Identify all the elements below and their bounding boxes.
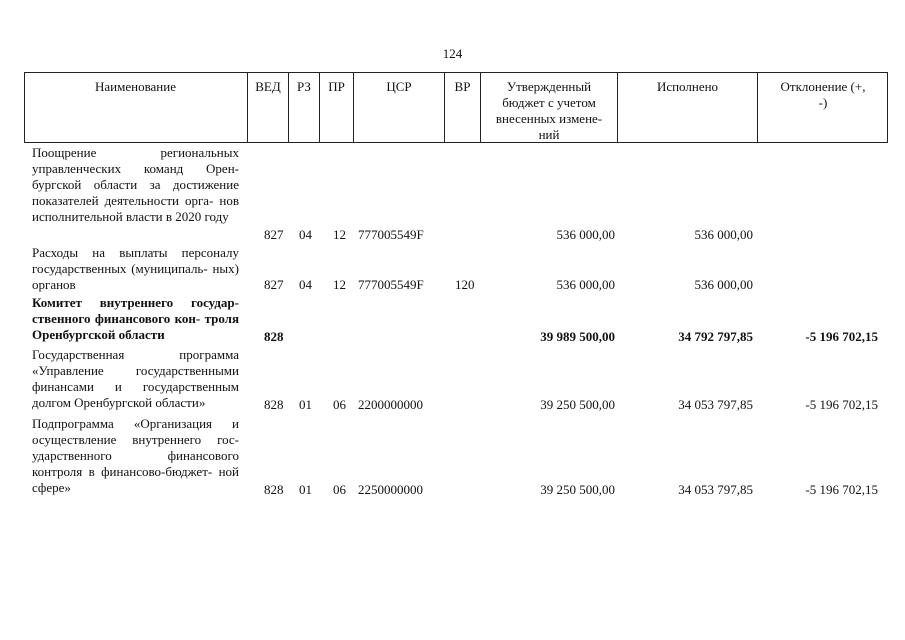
table-row	[0, 416, 905, 506]
row-pr: 12	[333, 277, 346, 292]
row-name: Комитет внутреннего государ- ственного финансового кон- троля Оренбургской области	[32, 295, 239, 342]
row-pr: 06	[333, 482, 346, 497]
row-pr: 12	[333, 227, 346, 242]
row-deviation: -5 196 702,15	[805, 329, 878, 344]
table-row	[0, 295, 905, 347]
row-approved: 39 250 500,00	[540, 397, 615, 412]
header-ved: ВЕД	[255, 79, 281, 94]
row-executed: 536 000,00	[694, 277, 753, 292]
row-approved: 536 000,00	[556, 227, 615, 242]
row-vr: 120	[455, 277, 475, 292]
row-ved: 827	[264, 227, 284, 242]
row-rz: 04	[299, 277, 312, 292]
row-approved: 536 000,00	[556, 277, 615, 292]
row-name: Расходы на выплаты персоналу государственных (муниципаль- ных) органов	[32, 245, 239, 292]
header-vr: ВР	[454, 79, 471, 94]
row-rz: 01	[299, 397, 312, 412]
header-rz: РЗ	[297, 79, 311, 94]
row-ved: 828	[264, 329, 284, 344]
table-header	[24, 72, 888, 144]
row-name: Поощрение региональных управленческих команд Орен- бургской области за достижение показателей деятельности орга- нов исполнительной власти в 2020 году	[32, 145, 239, 224]
table-row	[0, 245, 905, 295]
header-csr: ЦСР	[386, 79, 412, 94]
row-approved: 39 989 500,00	[540, 329, 615, 344]
row-executed: 34 792 797,85	[678, 329, 753, 344]
row-name: Подпрограмма «Организация и осуществление внутреннего гос- ударственного финансового контроля в финансово-бюджет- ной сфере»	[32, 416, 239, 495]
row-pr: 06	[333, 397, 346, 412]
row-csr: 777005549F	[358, 227, 424, 242]
header-executed: Исполнено	[656, 79, 719, 94]
row-csr: 2250000000	[358, 482, 423, 497]
header-name: Наименование	[95, 79, 176, 94]
page-number: 124	[442, 46, 463, 61]
table-row	[0, 347, 905, 417]
row-deviation: -5 196 702,15	[805, 397, 878, 412]
header-approved: Утвержденный бюджет с учетом внесенных измене- ний	[495, 79, 603, 142]
row-executed: 34 053 797,85	[678, 397, 753, 412]
row-approved: 39 250 500,00	[540, 482, 615, 497]
row-executed: 34 053 797,85	[678, 482, 753, 497]
row-ved: 828	[264, 482, 284, 497]
row-executed: 536 000,00	[694, 227, 753, 242]
row-rz: 01	[299, 482, 312, 497]
row-csr: 777005549F	[358, 277, 424, 292]
header-deviation: Отклонение (+, -)	[780, 79, 866, 110]
row-name: Государственная программа «Управление государственными финансами и государственным долгом Оренбургской области»	[32, 347, 239, 410]
row-deviation: -5 196 702,15	[805, 482, 878, 497]
row-csr: 2200000000	[358, 397, 423, 412]
table-row	[0, 145, 905, 245]
row-rz: 04	[299, 227, 312, 242]
header-pr: ПР	[328, 79, 345, 94]
row-ved: 828	[264, 397, 284, 412]
row-ved: 827	[264, 277, 284, 292]
